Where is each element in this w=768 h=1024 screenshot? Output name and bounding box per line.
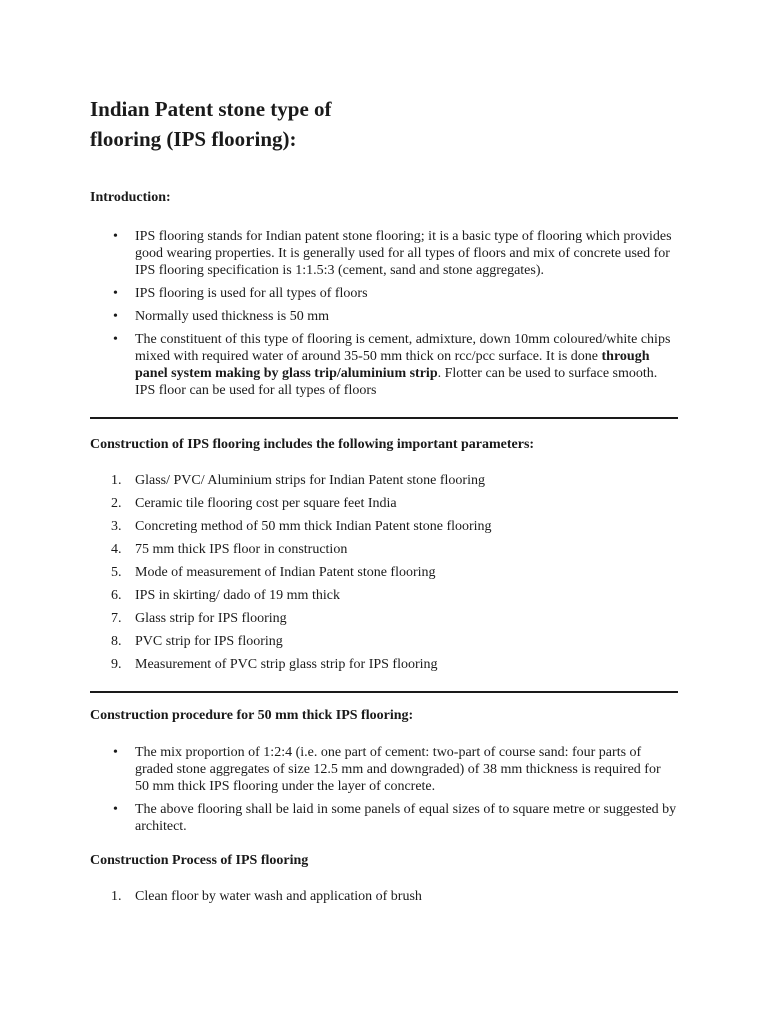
- list-number: 5.: [111, 565, 122, 580]
- intro-list: [90, 228, 678, 399]
- horizontal-rule: [90, 691, 678, 693]
- list-item: [90, 472, 678, 489]
- list-item-text: IPS flooring stands for Indian patent stone flooring; it is a basic type of flooring which provides good wearing properties. It is generally used for all types of floors and mix of concrete used for IPS flooring specification is 1:1.5:3 (cement, sand and stone aggregates).: [135, 229, 672, 278]
- list-item: [90, 285, 678, 302]
- list-item: [90, 610, 678, 627]
- list-item: [90, 228, 678, 279]
- list-item-text: The above flooring shall be laid in some panels of equal sizes of to square metre or suggested by architect.: [135, 802, 677, 834]
- list-item: [90, 518, 678, 535]
- bullet-marker: •: [113, 286, 118, 301]
- list-item: [90, 564, 678, 581]
- parameters-list: [90, 472, 678, 673]
- title-line-2: flooring (IPS flooring):: [90, 127, 297, 151]
- list-item: [90, 888, 678, 905]
- list-number: 7.: [111, 611, 122, 626]
- list-item: [90, 801, 678, 835]
- bullet-marker: •: [113, 309, 118, 324]
- list-item-text: 75 mm thick IPS floor in construction: [135, 542, 348, 557]
- list-item-text: Measurement of PVC strip glass strip for IPS flooring: [135, 657, 438, 672]
- list-item-text-before: The constituent of this type of flooring is cement, admixture, down 10mm coloured/white chips mixed with required water of around 35-50 mm thick on rcc/pcc surface. It is done: [135, 332, 671, 364]
- list-item: [90, 308, 678, 325]
- list-number: 1.: [111, 889, 122, 904]
- list-item-text-bold: through panel system making by glass trip/aluminium strip: [135, 349, 650, 381]
- process-heading: Construction Process of IPS flooring: [90, 853, 309, 868]
- list-item-text: IPS flooring is used for all types of floors: [135, 286, 368, 301]
- parameters-heading: Construction of IPS flooring includes the following important parameters:: [90, 437, 535, 452]
- bullet-marker: •: [113, 229, 118, 244]
- bullet-marker: •: [113, 745, 118, 760]
- list-item: [90, 495, 678, 512]
- list-item-text: IPS in skirting/ dado of 19 mm thick: [135, 588, 340, 603]
- list-item: [90, 541, 678, 558]
- list-item-text: Glass/ PVC/ Aluminium strips for Indian Patent stone flooring: [135, 473, 485, 488]
- list-item-text: Clean floor by water wash and application of brush: [135, 889, 422, 904]
- list-item-text: Concreting method of 50 mm thick Indian Patent stone flooring: [135, 519, 492, 534]
- list-item: [90, 331, 678, 399]
- title-line-1: Indian Patent stone type of: [90, 97, 332, 121]
- document-page: [90, 94, 678, 905]
- list-item-text: Ceramic tile flooring cost per square feet India: [135, 496, 397, 511]
- procedure-heading: Construction procedure for 50 mm thick IPS flooring:: [90, 708, 414, 723]
- document-title: [90, 94, 390, 154]
- list-item-text: Glass strip for IPS flooring: [135, 611, 287, 626]
- list-item: [90, 744, 678, 795]
- list-number: 1.: [111, 473, 122, 488]
- list-item-text: Normally used thickness is 50 mm: [135, 309, 330, 324]
- list-item: [90, 587, 678, 604]
- list-number: 3.: [111, 519, 122, 534]
- list-item: [90, 656, 678, 673]
- process-list: [90, 888, 678, 905]
- list-number: 6.: [111, 588, 122, 603]
- list-item: [90, 633, 678, 650]
- list-item-text-after: . Flotter can be used to surface smooth. IPS floor can be used for all types of floors: [135, 366, 658, 398]
- list-number: 2.: [111, 496, 122, 511]
- list-number: 9.: [111, 657, 122, 672]
- horizontal-rule: [90, 417, 678, 419]
- bullet-marker: •: [113, 802, 118, 817]
- list-item-text: The mix proportion of 1:2:4 (i.e. one part of cement: two-part of course sand: four parts of graded stone aggregates of size 12.5 mm and downgraded) of 38 mm thickness is required for 50 mm thick IPS flooring under the layer of concrete.: [135, 745, 661, 794]
- list-item-text: PVC strip for IPS flooring: [135, 634, 283, 649]
- list-number: 4.: [111, 542, 122, 557]
- intro-heading: Introduction:: [90, 190, 171, 205]
- list-item-text: Mode of measurement of Indian Patent stone flooring: [135, 565, 436, 580]
- list-number: 8.: [111, 634, 122, 649]
- procedure-list: [90, 744, 678, 835]
- bullet-marker: •: [113, 332, 118, 347]
